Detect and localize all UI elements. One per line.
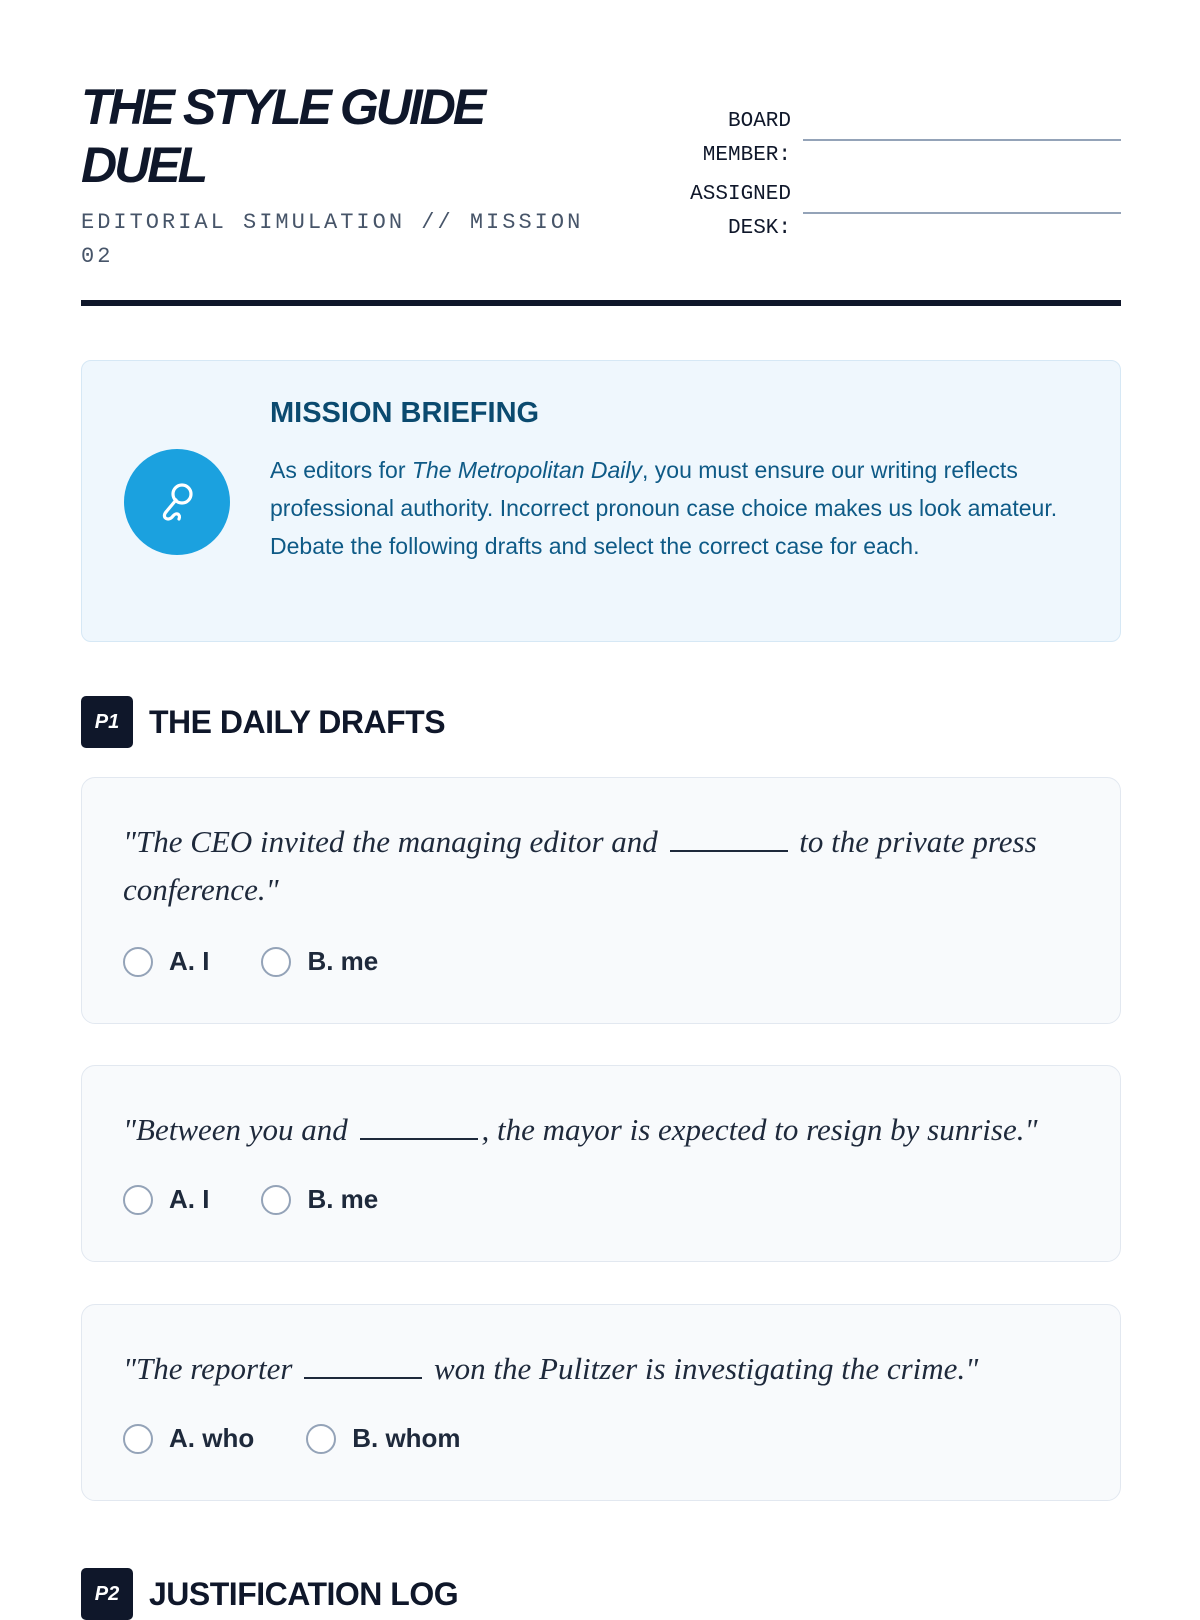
answer-options: [123, 1184, 430, 1215]
radio-button[interactable]: [123, 947, 153, 977]
worksheet-header: [81, 0, 1121, 310]
section-header-justification-log: [81, 1568, 458, 1620]
board-member-field: [681, 105, 1121, 173]
microphone-icon: [124, 449, 230, 555]
question-text-after: to the private press conference.": [123, 824, 1037, 907]
question-text: [123, 1345, 1073, 1393]
answer-blank: [304, 1347, 422, 1379]
question-text-before: "The reporter: [123, 1351, 301, 1386]
worksheet-page: [81, 0, 1121, 1612]
briefing-title: MISSION BRIEFING: [270, 397, 540, 429]
answer-blank: [360, 1108, 478, 1140]
question-text: [123, 818, 1073, 914]
question-card: [81, 1304, 1121, 1501]
option-a[interactable]: [123, 1423, 254, 1454]
briefing-text-before: As editors for: [270, 457, 412, 483]
radio-button[interactable]: [123, 1185, 153, 1215]
answer-options: [123, 1423, 513, 1454]
option-a[interactable]: [123, 946, 209, 977]
option-label: B. me: [307, 1184, 379, 1214]
option-label: A. who: [169, 1423, 255, 1453]
option-label: B. whom: [352, 1423, 461, 1453]
option-label: A. I: [169, 946, 210, 976]
option-b[interactable]: [306, 1423, 460, 1454]
briefing-text-after: , you must ensure our writing reflects professional authority. Incorrect pronoun case choice makes us look amateur. Debate the following drafts and select the correct case for each.: [270, 457, 1058, 559]
answer-blank: [670, 820, 788, 852]
briefing-text: [270, 451, 1080, 565]
question-text-before: "Between you and: [123, 1112, 356, 1147]
board-member-label: BOARD MEMBER:: [702, 110, 791, 167]
question-text: [123, 1106, 1073, 1154]
section-badge: P1: [81, 696, 133, 748]
section-header-daily-drafts: [81, 696, 445, 748]
option-label: A. I: [169, 1184, 210, 1214]
question-text-before: "The CEO invited the managing editor and: [123, 824, 666, 859]
option-b[interactable]: [261, 946, 378, 977]
section-title: JUSTIFICATION LOG: [149, 1575, 459, 1612]
option-a[interactable]: [123, 1184, 209, 1215]
question-card: [81, 1065, 1121, 1262]
page-subtitle: EDITORIAL SIMULATION // MISSION 02: [81, 210, 584, 269]
mission-briefing-panel: [81, 360, 1121, 642]
answer-options: [123, 946, 430, 977]
radio-button[interactable]: [123, 1424, 153, 1454]
option-b[interactable]: [261, 1184, 378, 1215]
radio-button[interactable]: [261, 1185, 291, 1215]
radio-button[interactable]: [261, 947, 291, 977]
assigned-desk-input-line[interactable]: [803, 178, 1121, 214]
radio-button[interactable]: [306, 1424, 336, 1454]
board-member-input-line[interactable]: [803, 105, 1121, 141]
question-text-after: won the Pulitzer is investigating the crime.": [426, 1351, 979, 1386]
publication-name: The Metropolitan Daily: [411, 457, 642, 483]
assigned-desk-label: ASSIGNED DESK:: [690, 183, 791, 240]
section-title: THE DAILY DRAFTS: [149, 703, 446, 740]
question-card: [81, 777, 1121, 1024]
section-badge: P2: [81, 1568, 133, 1620]
option-label: B. me: [307, 946, 379, 976]
header-divider: [81, 300, 1121, 306]
page-title: THE STYLE GUIDE DUEL: [81, 79, 484, 193]
assigned-desk-field: [681, 178, 1121, 246]
question-text-after: , the mayor is expected to resign by sunrise.": [481, 1112, 1038, 1147]
